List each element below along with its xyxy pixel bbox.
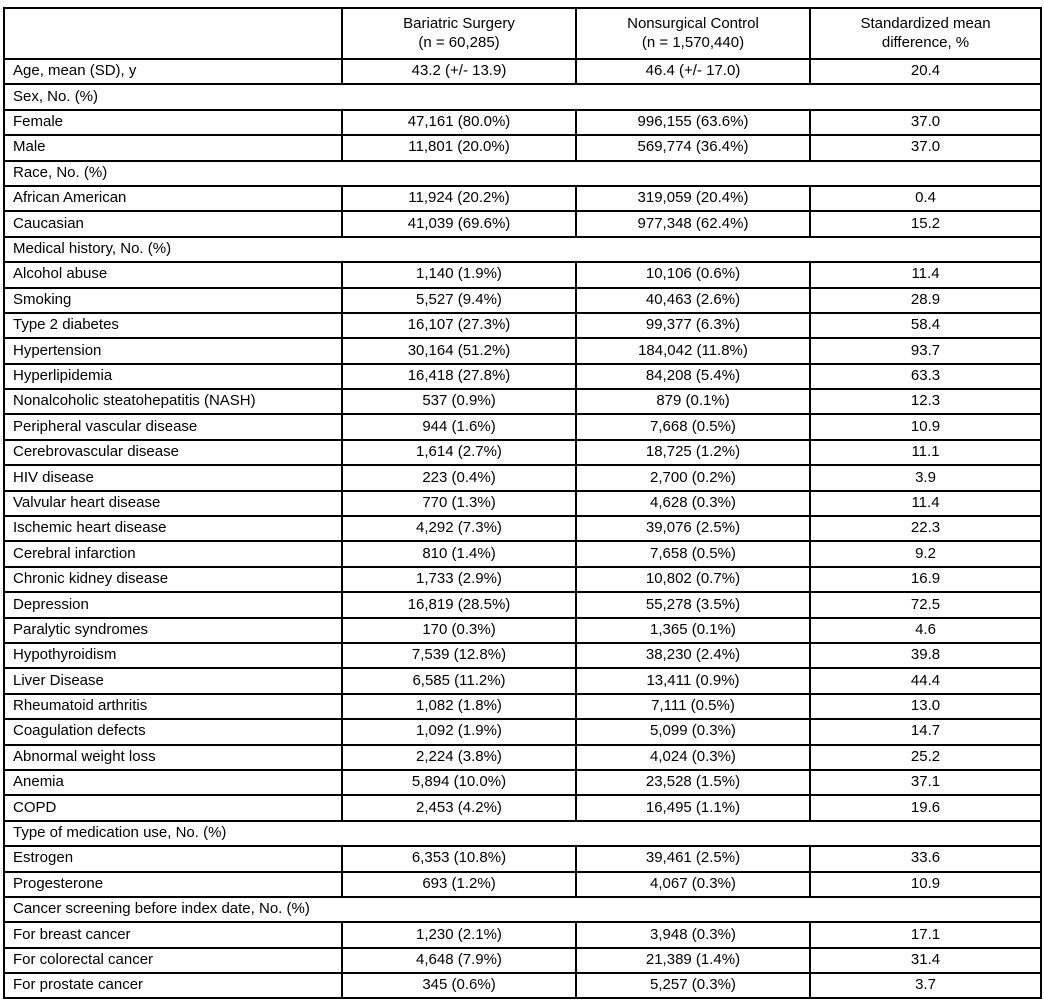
smd-value: 37.1 [810, 770, 1041, 795]
control-value: 10,802 (0.7%) [576, 567, 810, 592]
surgery-value: 16,418 (27.8%) [342, 364, 576, 389]
row-label: Male [4, 135, 342, 160]
section-label: Race, No. (%) [4, 161, 1041, 186]
surgery-value: 944 (1.6%) [342, 414, 576, 439]
smd-value: 33.6 [810, 846, 1041, 871]
table-row [4, 465, 1041, 490]
smd-value: 11.4 [810, 491, 1041, 516]
control-value: 84,208 (5.4%) [576, 364, 810, 389]
table-row [4, 389, 1041, 414]
smd-value: 14.7 [810, 719, 1041, 744]
smd-value: 13.0 [810, 694, 1041, 719]
row-label: Alcohol abuse [4, 262, 342, 287]
smd-value: 19.6 [810, 795, 1041, 820]
row-label: Cerebrovascular disease [4, 440, 342, 465]
smd-value: 3.9 [810, 465, 1041, 490]
surgery-value: 345 (0.6%) [342, 973, 576, 998]
surgery-value: 41,039 (69.6%) [342, 211, 576, 236]
smd-value: 93.7 [810, 338, 1041, 363]
header-control-line2: (n = 1,570,440) [641, 33, 745, 51]
control-value: 13,411 (0.9%) [576, 668, 810, 693]
smd-value: 37.0 [810, 135, 1041, 160]
row-label: Hypertension [4, 338, 342, 363]
row-label: For breast cancer [4, 922, 342, 947]
table-row [4, 288, 1041, 313]
control-value: 7,658 (0.5%) [576, 541, 810, 566]
surgery-value: 2,224 (3.8%) [342, 745, 576, 770]
row-label: For prostate cancer [4, 973, 342, 998]
table-row [4, 211, 1041, 236]
header-cell-nonsurgical-control [576, 8, 810, 59]
row-label: Smoking [4, 288, 342, 313]
table-row [4, 262, 1041, 287]
table-row [4, 516, 1041, 541]
smd-value: 44.4 [810, 668, 1041, 693]
row-label: Progesterone [4, 872, 342, 897]
smd-value: 12.3 [810, 389, 1041, 414]
surgery-value: 810 (1.4%) [342, 541, 576, 566]
control-value: 23,528 (1.5%) [576, 770, 810, 795]
surgery-value: 4,648 (7.9%) [342, 948, 576, 973]
smd-value: 15.2 [810, 211, 1041, 236]
table-row [4, 770, 1041, 795]
row-label: Estrogen [4, 846, 342, 871]
surgery-value: 1,733 (2.9%) [342, 567, 576, 592]
row-label: Caucasian [4, 211, 342, 236]
control-value: 10,106 (0.6%) [576, 262, 810, 287]
header-cell-empty [4, 8, 342, 59]
control-value: 4,067 (0.3%) [576, 872, 810, 897]
smd-value: 10.9 [810, 414, 1041, 439]
table-row [4, 795, 1041, 820]
row-label: Female [4, 110, 342, 135]
table-row [4, 948, 1041, 973]
surgery-value: 6,353 (10.8%) [342, 846, 576, 871]
row-label: Type 2 diabetes [4, 313, 342, 338]
table-row [4, 186, 1041, 211]
control-value: 18,725 (1.2%) [576, 440, 810, 465]
smd-value: 17.1 [810, 922, 1041, 947]
control-value: 5,099 (0.3%) [576, 719, 810, 744]
surgery-value: 16,107 (27.3%) [342, 313, 576, 338]
smd-value: 4.6 [810, 618, 1041, 643]
control-value: 4,628 (0.3%) [576, 491, 810, 516]
smd-value: 72.5 [810, 592, 1041, 617]
smd-value: 9.2 [810, 541, 1041, 566]
section-row [4, 237, 1041, 262]
section-row [4, 84, 1041, 109]
surgery-value: 1,614 (2.7%) [342, 440, 576, 465]
header-bariatric-line2: (n = 60,285) [418, 33, 500, 51]
control-value: 40,463 (2.6%) [576, 288, 810, 313]
surgery-value: 223 (0.4%) [342, 465, 576, 490]
row-label: Hyperlipidemia [4, 364, 342, 389]
header-smd-line1: Standardized mean [860, 14, 991, 32]
header-row [4, 8, 1041, 59]
control-value: 39,076 (2.5%) [576, 516, 810, 541]
row-label: For colorectal cancer [4, 948, 342, 973]
surgery-value: 5,894 (10.0%) [342, 770, 576, 795]
header-cell-bariatric-surgery [342, 8, 576, 59]
row-label: Liver Disease [4, 668, 342, 693]
smd-value: 31.4 [810, 948, 1041, 973]
surgery-value: 7,539 (12.8%) [342, 643, 576, 668]
table-row [4, 110, 1041, 135]
smd-value: 11.4 [810, 262, 1041, 287]
row-label: Paralytic syndromes [4, 618, 342, 643]
smd-value: 0.4 [810, 186, 1041, 211]
row-label: African American [4, 186, 342, 211]
row-label: Peripheral vascular disease [4, 414, 342, 439]
section-label: Medical history, No. (%) [4, 237, 1041, 262]
surgery-value: 170 (0.3%) [342, 618, 576, 643]
row-label: Nonalcoholic steatohepatitis (NASH) [4, 389, 342, 414]
table-header [4, 8, 1041, 59]
control-value: 21,389 (1.4%) [576, 948, 810, 973]
table-row [4, 618, 1041, 643]
surgery-value: 693 (1.2%) [342, 872, 576, 897]
table-row [4, 846, 1041, 871]
control-value: 38,230 (2.4%) [576, 643, 810, 668]
control-value: 996,155 (63.6%) [576, 110, 810, 135]
smd-value: 20.4 [810, 59, 1041, 84]
table-row [4, 719, 1041, 744]
control-value: 2,700 (0.2%) [576, 465, 810, 490]
surgery-value: 6,585 (11.2%) [342, 668, 576, 693]
surgery-value: 16,819 (28.5%) [342, 592, 576, 617]
section-label: Type of medication use, No. (%) [4, 821, 1041, 846]
row-label: Ischemic heart disease [4, 516, 342, 541]
control-value: 7,668 (0.5%) [576, 414, 810, 439]
control-value: 1,365 (0.1%) [576, 618, 810, 643]
control-value: 16,495 (1.1%) [576, 795, 810, 820]
surgery-value: 770 (1.3%) [342, 491, 576, 516]
surgery-value: 47,161 (80.0%) [342, 110, 576, 135]
control-value: 99,377 (6.3%) [576, 313, 810, 338]
smd-value: 16.9 [810, 567, 1041, 592]
section-row [4, 897, 1041, 922]
table-row [4, 643, 1041, 668]
row-label: Valvular heart disease [4, 491, 342, 516]
table-row [4, 592, 1041, 617]
row-label: Rheumatoid arthritis [4, 694, 342, 719]
smd-value: 10.9 [810, 872, 1041, 897]
row-label: Hypothyroidism [4, 643, 342, 668]
table-row [4, 491, 1041, 516]
smd-value: 63.3 [810, 364, 1041, 389]
smd-value: 39.8 [810, 643, 1041, 668]
surgery-value: 1,140 (1.9%) [342, 262, 576, 287]
control-value: 55,278 (3.5%) [576, 592, 810, 617]
smd-value: 58.4 [810, 313, 1041, 338]
header-cell-standardized-mean-difference [810, 8, 1041, 59]
section-row [4, 821, 1041, 846]
table-row [4, 872, 1041, 897]
smd-value: 11.1 [810, 440, 1041, 465]
baseline-characteristics-table [3, 7, 1042, 999]
header-smd-line2: difference, % [881, 33, 970, 51]
control-value: 7,111 (0.5%) [576, 694, 810, 719]
table-row [4, 338, 1041, 363]
surgery-value: 537 (0.9%) [342, 389, 576, 414]
table-row [4, 59, 1041, 84]
row-label: Abnormal weight loss [4, 745, 342, 770]
section-row [4, 161, 1041, 186]
surgery-value: 1,092 (1.9%) [342, 719, 576, 744]
section-label: Cancer screening before index date, No. (%) [4, 897, 1041, 922]
control-value: 4,024 (0.3%) [576, 745, 810, 770]
table-row [4, 668, 1041, 693]
control-value: 569,774 (36.4%) [576, 135, 810, 160]
control-value: 879 (0.1%) [576, 389, 810, 414]
header-control-line1: Nonsurgical Control [627, 14, 759, 32]
table-row [4, 541, 1041, 566]
table-row [4, 973, 1041, 998]
table-row [4, 567, 1041, 592]
table-body [4, 59, 1041, 998]
table-row [4, 922, 1041, 947]
row-label: Coagulation defects [4, 719, 342, 744]
surgery-value: 5,527 (9.4%) [342, 288, 576, 313]
section-label: Sex, No. (%) [4, 84, 1041, 109]
table-row [4, 745, 1041, 770]
header-bariatric-line1: Bariatric Surgery [403, 14, 515, 32]
control-value: 3,948 (0.3%) [576, 922, 810, 947]
surgery-value: 2,453 (4.2%) [342, 795, 576, 820]
smd-value: 37.0 [810, 110, 1041, 135]
surgery-value: 11,924 (20.2%) [342, 186, 576, 211]
surgery-value: 11,801 (20.0%) [342, 135, 576, 160]
table-row [4, 440, 1041, 465]
surgery-value: 1,082 (1.8%) [342, 694, 576, 719]
smd-value: 22.3 [810, 516, 1041, 541]
control-value: 46.4 (+/- 17.0) [576, 59, 810, 84]
row-label: Cerebral infarction [4, 541, 342, 566]
smd-value: 25.2 [810, 745, 1041, 770]
row-label: HIV disease [4, 465, 342, 490]
control-value: 39,461 (2.5%) [576, 846, 810, 871]
row-label: COPD [4, 795, 342, 820]
row-label: Chronic kidney disease [4, 567, 342, 592]
row-label: Anemia [4, 770, 342, 795]
control-value: 5,257 (0.3%) [576, 973, 810, 998]
control-value: 977,348 (62.4%) [576, 211, 810, 236]
surgery-value: 4,292 (7.3%) [342, 516, 576, 541]
table-row [4, 313, 1041, 338]
surgery-value: 30,164 (51.2%) [342, 338, 576, 363]
surgery-value: 43.2 (+/- 13.9) [342, 59, 576, 84]
control-value: 319,059 (20.4%) [576, 186, 810, 211]
control-value: 184,042 (11.8%) [576, 338, 810, 363]
table-row [4, 364, 1041, 389]
smd-value: 28.9 [810, 288, 1041, 313]
smd-value: 3.7 [810, 973, 1041, 998]
surgery-value: 1,230 (2.1%) [342, 922, 576, 947]
row-label: Age, mean (SD), y [4, 59, 342, 84]
table-row [4, 135, 1041, 160]
table-row [4, 694, 1041, 719]
table-row [4, 414, 1041, 439]
row-label: Depression [4, 592, 342, 617]
